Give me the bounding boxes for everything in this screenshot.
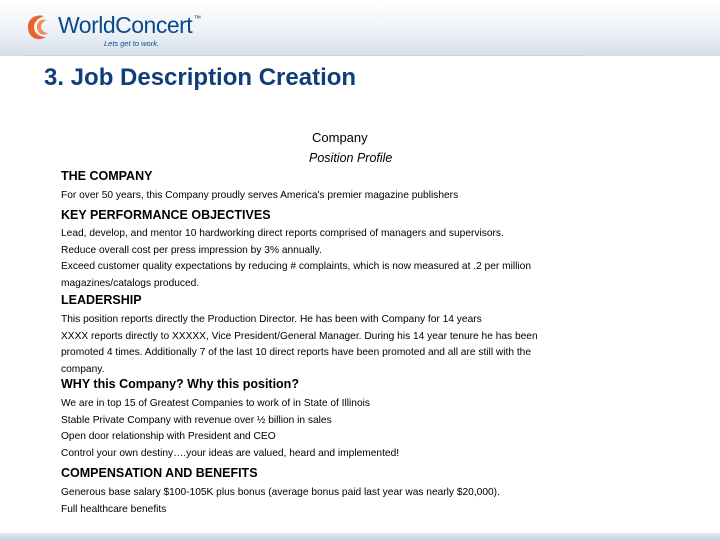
footer-band — [0, 533, 720, 540]
logo-tagline: Lets get to work. — [104, 39, 160, 48]
header-divider — [24, 55, 584, 56]
section-heading-leadership: LEADERSHIP — [61, 293, 142, 307]
body-line: Control your own destiny….your ideas are valued, heard and implemented! — [61, 447, 400, 459]
body-line: company. — [61, 363, 105, 375]
body-line: Full healthcare benefits — [61, 503, 167, 515]
slide-title: 3. Job Description Creation — [44, 64, 357, 91]
section-heading-why-company: WHY this Company? Why this position? — [61, 377, 299, 391]
section-body-why-company — [61, 396, 636, 462]
logo-wordmark: WorldConcert™ — [58, 12, 201, 38]
section-body-compensation — [61, 485, 636, 518]
section-heading-key-objectives: KEY PERFORMANCE OBJECTIVES — [61, 208, 271, 222]
body-line: This position reports directly the Production Director. He has been with Company for 14 years — [61, 314, 482, 325]
body-line: promoted 4 times. Additionally 7 of the last 10 direct reports have been promoted and all are still with the — [61, 347, 532, 359]
body-line: Exceed customer quality expectations by reducing # complaints, which is now measured at .2 per million — [61, 261, 531, 273]
body-line: Reduce overall cost per press impression by 3% annually. — [61, 244, 322, 256]
body-line: Generous base salary $100-105K plus bonus (average bonus paid last year was nearly $20,000). — [61, 487, 500, 498]
profile-company-name: Company — [312, 130, 368, 145]
body-line: XXXX reports directly to XXXXX, Vice President/General Manager. During his 14 year tenure he has been — [61, 330, 538, 342]
section-body-leadership — [61, 312, 636, 378]
body-line: Lead, develop, and mentor 10 hardworking direct reports comprised of managers and supervisors. — [61, 228, 504, 239]
section-body-key-objectives — [61, 226, 636, 292]
profile-subtitle: Position Profile — [309, 151, 393, 165]
body-line: magazines/catalogs produced. — [61, 277, 200, 289]
body-line: For over 50 years, this Company proudly serves America's premier magazine publishers — [61, 190, 459, 201]
body-line: Stable Private Company with revenue over ½ billion in sales — [61, 414, 332, 426]
section-heading-the-company: THE COMPANY — [61, 169, 153, 183]
logo-swirl-icon — [22, 12, 56, 42]
body-line: Open door relationship with President and CEO — [61, 431, 276, 443]
section-heading-compensation: COMPENSATION AND BENEFITS — [61, 466, 258, 480]
body-line: We are in top 15 of Greatest Companies to work of in State of Illinois — [61, 398, 370, 409]
section-body-the-company — [61, 188, 636, 205]
